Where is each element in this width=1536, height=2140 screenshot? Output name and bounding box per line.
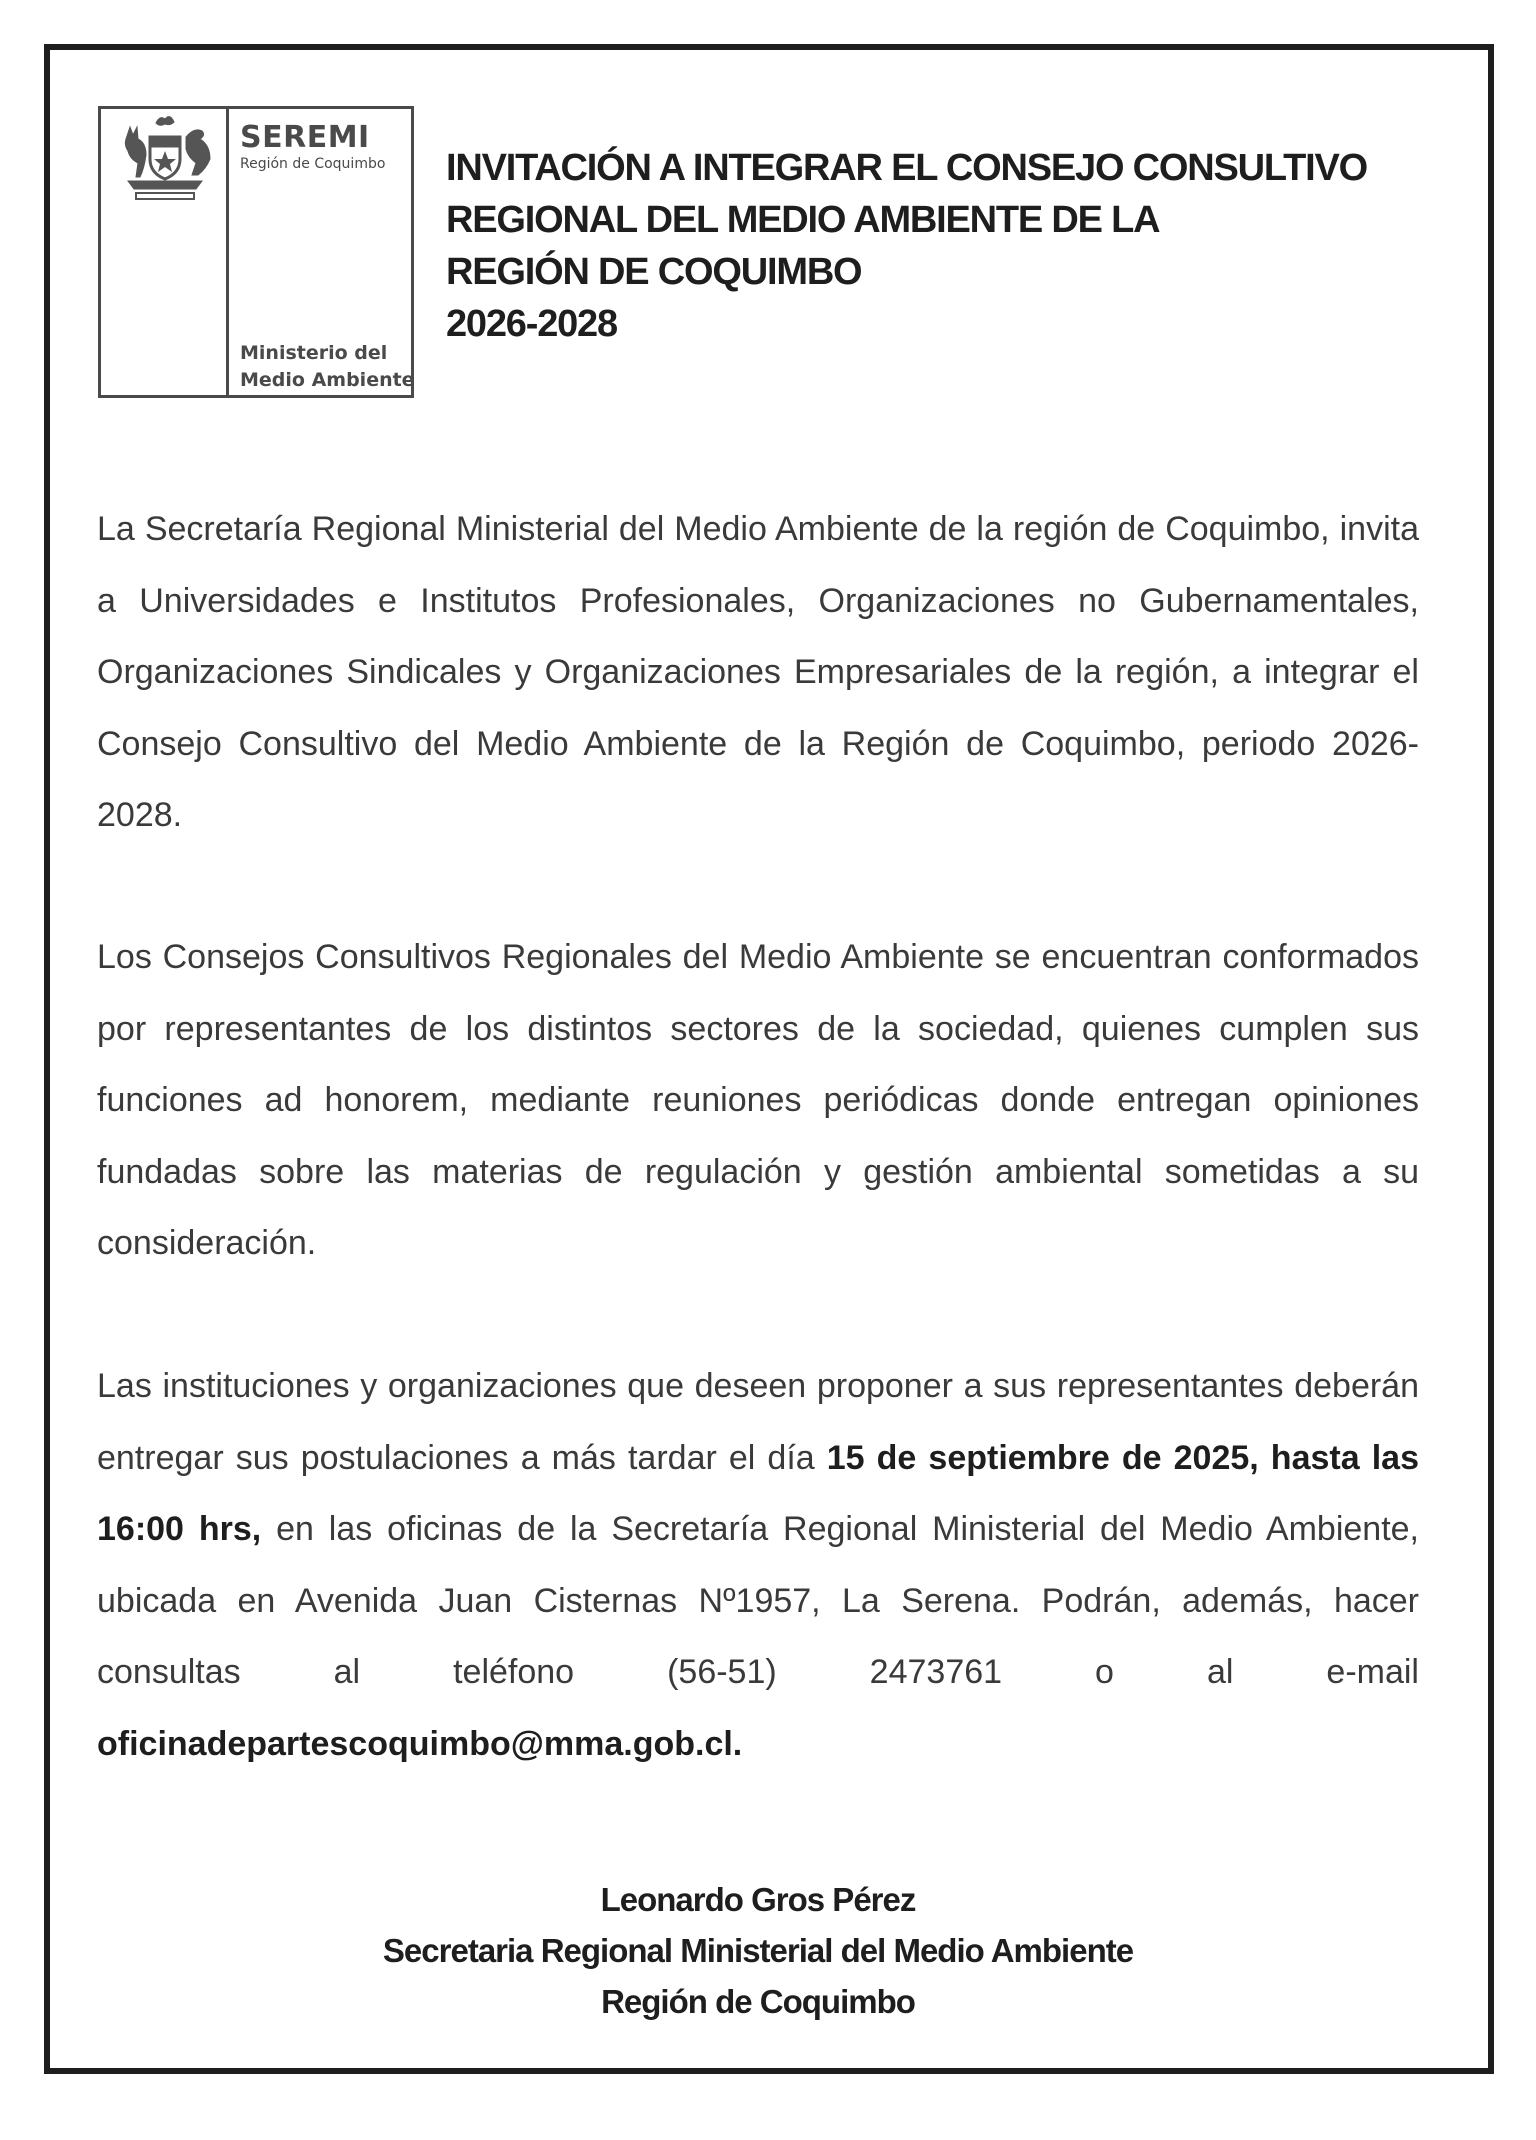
email-link[interactable]: oficinadepartescoquimbo@mma.gob.cl.	[97, 1724, 743, 1763]
title-line2: REGIONAL DEL MEDIO AMBIENTE DE LA	[446, 199, 1160, 241]
paragraph-consejos: Los Consejos Consultivos Regionales del Medio Ambiente se encuentran conformados por representantes de los distintos sectores de la sociedad, quienes cumplen sus funciones ad honorem, mediante reuniones periódicas donde entregan opiniones fundadas sobre las materias de regulación y gestión ambiental sometidas a su consideración.	[97, 938, 1419, 1262]
instructions-text-2: en las oficinas de la Secretaría Regional Ministerial del Medio Ambiente, ubicada en Avenida Juan Cisternas Nº1957, La Serena. Podrán, además, hacer consultas al teléfono (56-51) 2473761 o al e-mail	[97, 1510, 1419, 1691]
logo-divider	[226, 108, 229, 396]
seremi-region-label: Región de Coquimbo	[240, 156, 386, 172]
deadline-text: 15 de septiembre de 2025, hasta las 16:00 hrs,	[97, 1438, 1419, 1548]
coat-of-arms-icon	[112, 115, 218, 203]
ministerio-line2: Medio Ambiente	[240, 369, 415, 391]
paragraph-invitation: La Secretaría Regional Ministerial del Medio Ambiente de la región de Coquimbo, invita a Universidades e Institutos Profesionales, Organizaciones no Gubernamentales, Organizaciones Sindicales y Organizaciones Empresariales de la región, a integrar el Consejo Consultivo del Medio Ambiente de la Región de Coquimbo, periodo 2026-2028.	[97, 510, 1419, 834]
signature-position: Secretaria Regional Ministerial del Medio Ambiente	[382, 1932, 1134, 1969]
title-line4: 2026-2028	[446, 303, 617, 345]
document-title	[446, 142, 1456, 350]
signature-region: Región de Coquimbo	[601, 1983, 915, 2020]
seremi-label: SEREMI	[240, 120, 370, 155]
ministerio-line1: Ministerio del	[240, 342, 388, 364]
paragraph-instructions	[97, 1351, 1419, 1780]
ministerio-label	[240, 340, 415, 394]
instructions-text-1: Las instituciones y organizaciones que deseen proponer a sus representantes deberán entregar sus postulaciones a más tardar el día	[97, 1367, 1419, 1477]
title-line3: REGIÓN DE COQUIMBO	[446, 251, 862, 293]
title-line1: INVITACIÓN A INTEGRAR EL CONSEJO CONSULTIVO	[446, 147, 1367, 189]
signature-block	[97, 1874, 1419, 2027]
signature-name: Leonardo Gros Pérez	[600, 1881, 916, 1918]
